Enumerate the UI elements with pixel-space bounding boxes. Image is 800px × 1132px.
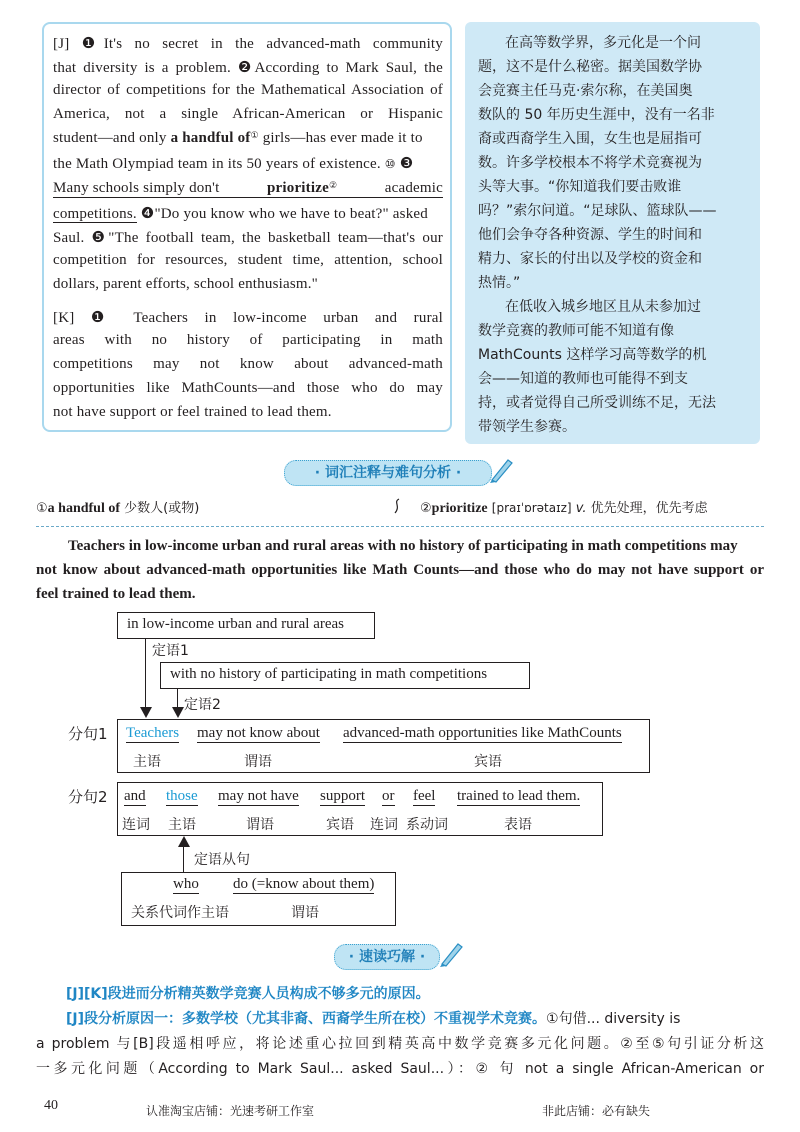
analysis-line bbox=[66, 1008, 764, 1028]
translation-line: 会——知道的教师也可能得不到支 bbox=[478, 371, 688, 387]
vocab-definition: 少数人(或物) bbox=[124, 501, 200, 516]
passage-line: competition for resources, student time, attention, school bbox=[53, 252, 443, 268]
analysis-text: ①句借... diversity is bbox=[546, 1011, 681, 1027]
role-label: 连词 bbox=[370, 817, 398, 833]
section-title-reading: · 速读巧解 · bbox=[334, 944, 440, 970]
vocab-term-prioritize: prioritize bbox=[266, 180, 329, 196]
translation-line: MathCounts 这样学习高等数学的机 bbox=[478, 347, 707, 363]
passage-line: not have support or feel trained to lead them. bbox=[53, 404, 332, 420]
passage-text: girls—has ever made it to bbox=[262, 130, 423, 146]
passage-line-underlined bbox=[53, 180, 443, 198]
analysis-line: a problem 与[B]段遥相呼应，将论述重心拉回到精英高中数学竞赛多元化问题。②至⑤句引证分析这 bbox=[36, 1036, 764, 1052]
modifier-label-2: 定语2 bbox=[184, 697, 221, 713]
footer-right: 非此店铺：必有缺失 bbox=[542, 1104, 651, 1118]
arrow-icon bbox=[140, 707, 152, 719]
vocab-item-2 bbox=[420, 497, 708, 517]
clause-word: who bbox=[173, 876, 199, 892]
vocab-definition: 优先处理，优先考虑 bbox=[590, 501, 708, 516]
passage-text: ❹"Do you know who we have to beat?" asked bbox=[140, 206, 428, 222]
passage-line: America, not a single African-American or Hispanic bbox=[53, 106, 443, 122]
role-label: 谓语 bbox=[244, 754, 272, 770]
section-title-vocab: · 词汇注释与难句分析 · bbox=[284, 460, 492, 486]
clause-label-2: 分句2 bbox=[68, 788, 108, 806]
passage-line: opportunities like MathCounts—and those who do may bbox=[53, 380, 443, 396]
role-label: 宾语 bbox=[326, 817, 354, 833]
role-label: 主语 bbox=[168, 817, 196, 833]
translation-line: 头等大事。“你知道我们要击败谁 bbox=[478, 179, 682, 195]
vocab-item-1 bbox=[36, 497, 199, 517]
connector-line bbox=[145, 639, 146, 711]
passage-text: student—and only bbox=[53, 130, 167, 146]
clause-word: or bbox=[382, 788, 395, 804]
vocab-term-handful: a handful of bbox=[170, 130, 251, 146]
passage-line: [J] ❶It's no secret in the advanced-math community bbox=[53, 36, 443, 52]
translation-line: 在高等数学界，多元化是一个问 bbox=[505, 35, 701, 51]
page-number: 40 bbox=[44, 1098, 58, 1113]
translation-line: 吗？”索尔问道。“足球队、篮球队—— bbox=[478, 203, 717, 219]
footnote-mark: ② bbox=[328, 180, 338, 190]
vocab-pos: v. bbox=[575, 501, 587, 516]
role-label: 表语 bbox=[504, 817, 532, 833]
modifier-text-2: with no history of participating in math competitions bbox=[170, 666, 488, 682]
clause-label-1: 分句1 bbox=[68, 725, 108, 743]
translation-line: 会竞赛主任马克·索尔称，在美国奥 bbox=[478, 83, 693, 99]
passage-text: Many schools simply don't bbox=[53, 180, 220, 196]
analysis-heading: [J][K]段进而分析精英数学竞赛人员构成不够多元的原因。 bbox=[66, 986, 430, 1002]
modifier-label-1: 定语1 bbox=[152, 643, 189, 659]
passage-line: [K] ❶ Teachers in low-income urban and rural bbox=[53, 310, 443, 326]
clause-word: support bbox=[320, 788, 365, 804]
relative-clause-label: 定语从句 bbox=[194, 852, 250, 868]
vocab-word: prioritize bbox=[431, 501, 488, 516]
role-label: 关系代词作主语 bbox=[131, 905, 229, 921]
role-label: 宾语 bbox=[474, 754, 502, 770]
vocab-number: ② bbox=[420, 501, 432, 516]
divider-icon bbox=[392, 498, 402, 514]
clause-word: do (=know about them) bbox=[233, 876, 375, 892]
passage-line: areas with no history of participating in math bbox=[53, 332, 443, 348]
footnote-mark: ① bbox=[250, 130, 259, 140]
sentence-line: Teachers in low-income urban and rural areas with no history of participating in math competitions may bbox=[68, 538, 738, 554]
role-label: 主语 bbox=[133, 754, 161, 770]
translation-line: 数。许多学校根本不将学术竞赛视为 bbox=[478, 155, 702, 171]
clause-word-subject: Teachers bbox=[126, 725, 180, 741]
role-label: 谓语 bbox=[246, 817, 274, 833]
clause-word-predicate: may not know about bbox=[197, 725, 320, 741]
passage-line: dollars, parent efforts, school enthusiasm." bbox=[53, 276, 319, 292]
clause-word-subject: those bbox=[166, 788, 198, 804]
translation-line: 在低收入城乡地区且从未参加过 bbox=[505, 299, 701, 315]
sentence-line: feel trained to lead them. bbox=[36, 586, 196, 602]
arrow-icon bbox=[172, 707, 184, 719]
translation-line: 数学竞赛的教师可能不知道有像 bbox=[478, 323, 674, 339]
passage-line bbox=[53, 130, 443, 147]
arrow-icon bbox=[178, 836, 190, 848]
passage-text: competitions. bbox=[53, 206, 137, 222]
translation-line: 题，这不是什么秘密。据美国数学协 bbox=[478, 59, 702, 75]
passage-line: that diversity is a problem. ❷According to Mark Saul, the bbox=[53, 60, 443, 76]
vocab-word: a handful of bbox=[47, 501, 121, 516]
modifier-text-1: in low-income urban and rural areas bbox=[127, 616, 344, 632]
pen-icon bbox=[438, 938, 464, 968]
passage-line: Saul. ❺"The football team, the basketball team—that's our bbox=[53, 230, 443, 246]
role-label: 连词 bbox=[122, 817, 150, 833]
footer-left: 认准淘宝店铺：光速考研工作室 bbox=[146, 1104, 315, 1118]
translation-line: 带领学生参赛。 bbox=[478, 419, 576, 435]
translation-line: 数队的 50 年历史生涯中，没有一名非 bbox=[478, 107, 715, 123]
passage-text: the Math Olympiad team in its 50 years of existence. bbox=[53, 156, 381, 172]
translation-line: 热情。” bbox=[478, 275, 521, 291]
role-label: 谓语 bbox=[291, 905, 319, 921]
passage-text: academic bbox=[384, 180, 443, 196]
note-mark: ⑩ bbox=[384, 157, 396, 171]
translation-line: 他们会争夺各种资源、学生的时间和 bbox=[478, 227, 702, 243]
vocab-phonetic: [praɪˈɒrətaɪz] bbox=[491, 501, 572, 515]
translation-line: 裔或西裔学生入围，女生也是屈指可 bbox=[478, 131, 702, 147]
clause-word-object: advanced-math opportunities like MathCounts bbox=[343, 725, 622, 741]
role-label: 系动词 bbox=[406, 817, 448, 833]
analysis-line: 一多元化问题（According to Mark Saul... asked Saul...）：② 句 not a single African-American or bbox=[36, 1061, 764, 1077]
sentence-line: not know about advanced-math opportunities like Math Counts—and those who do may not have support or bbox=[36, 562, 764, 578]
connector-line bbox=[183, 846, 184, 872]
translation-line: 持，或者觉得自己所受训练不足，无法 bbox=[478, 395, 716, 411]
sentence-number: ❸ bbox=[399, 156, 414, 172]
clause-word: may not have bbox=[218, 788, 299, 804]
analysis-highlight: [J]段分析原因一：多数学校（尤其非裔、西裔学生所在校）不重视学术竞赛。 bbox=[66, 1011, 547, 1027]
passage-line: competitions may not know about advanced-math bbox=[53, 356, 443, 372]
clause-word: feel bbox=[413, 788, 436, 804]
passage-line bbox=[53, 204, 443, 223]
passage-line bbox=[53, 154, 443, 173]
vocab-number: ① bbox=[36, 501, 48, 516]
translation-line: 精力、家长的付出以及学校的资金和 bbox=[478, 251, 702, 267]
passage-line: director of competitions for the Mathematical Association of bbox=[53, 82, 443, 98]
clause-word: and bbox=[124, 788, 146, 804]
clause-word: trained to lead them. bbox=[457, 788, 581, 804]
dashed-divider bbox=[36, 526, 764, 527]
pen-icon bbox=[488, 454, 514, 484]
